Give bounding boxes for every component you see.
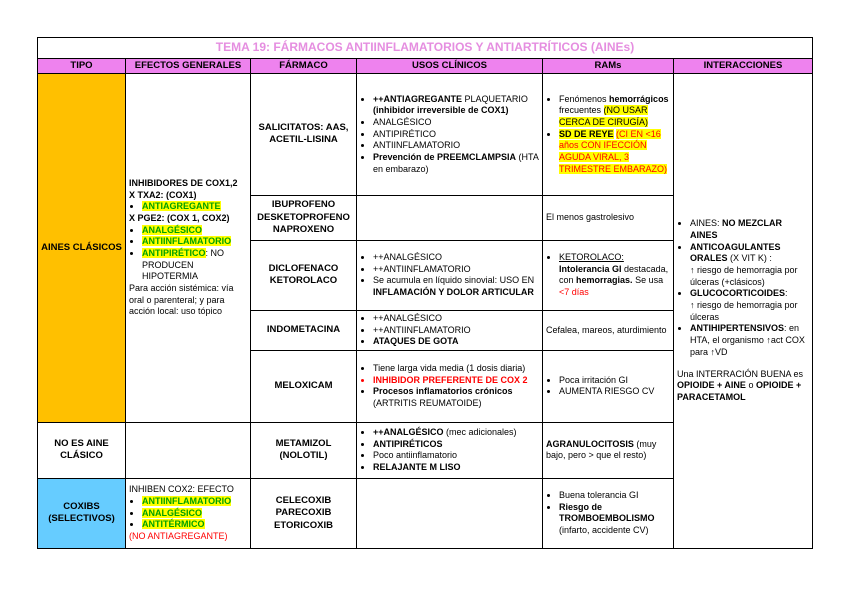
usos-meloxicam: • Tiene larga vida media (1 dosis diaria) • INHIBIDOR PREFERENTE DE COX 2 • Procesos inflamatorios crónicos (ARTRITIS REUMATOIDE)	[357, 350, 543, 422]
header-farmaco: FÁRMACO	[251, 58, 357, 73]
tipo-no-aine: NO ES AINE CLÁSICO	[38, 422, 126, 478]
efectos-coxibs: INHIBEN COX2: EFECTO • ANTIINFLAMATORIO • ANALGÉSICO • ANTITÉRMICO (NO ANTIAGREGANTE)	[126, 478, 251, 548]
rams-coxibs: • Buena tolerancia GI • Riesgo de TROMBOEMBOLISMO (infarto, accidente CV)	[543, 478, 674, 548]
usos-diclofenaco: • ++ANALGÉSICO • ++ANTIINFLAMATORIO • Se acumula en líquido sinovial: USO EN INFLAMACIÓN Y DOLOR ARTICULAR	[357, 240, 543, 310]
tipo-aines: AINES CLÁSICOS	[38, 73, 126, 422]
header-efectos: EFECTOS GENERALES	[126, 58, 251, 73]
header-usos: USOS CLÍNICOS	[357, 58, 543, 73]
tipo-coxibs: COXIBS (SELECTIVOS)	[38, 478, 126, 548]
header-interacciones: INTERACCIONES	[674, 58, 813, 73]
drug-table	[37, 37, 813, 549]
efectos-no-aine	[126, 422, 251, 478]
farmaco-coxibs: CELECOXIB PARECOXIB ETORICOXIB	[251, 478, 357, 548]
header-tipo: TIPO	[38, 58, 126, 73]
table-title: TEMA 19: FÁRMACOS ANTIINFLAMATORIOS Y ANTIARTRÍTICOS (AINEs)	[38, 38, 813, 59]
rams-metamizol: AGRANULOCITOSIS (muy bajo, pero > que el resto)	[543, 422, 674, 478]
row-salicilatos	[38, 73, 813, 195]
usos-metamizol: • ++ANALGÉSICO (mec adicionales) • ANTIPIRÉTICOS • Poco antiinflamatorio • RELAJANTE M LISO	[357, 422, 543, 478]
header-rams: RAMs	[543, 58, 674, 73]
rams-salicilatos: • Fenómenos hemorrágicos frecuentes (NO USAR CERCA DE CIRUGÍA) • SD DE REYE (CI EN <16 años CON IFECCIÓN AGUDA VIRAL, 3 TRIMESTRE EMBARAZO)	[543, 73, 674, 195]
rams-indometacina: Cefalea, mareos, aturdimiento	[543, 310, 674, 350]
farmaco-diclofenaco: DICLOFENACO KETOROLACO	[251, 240, 357, 310]
farmaco-metamizol: METAMIZOL (NOLOTIL)	[251, 422, 357, 478]
usos-ibuprofeno	[357, 195, 543, 240]
usos-salicilatos: • ++ANTIAGREGANTE PLAQUETARIO (inhibidor irreversible de COX1) • ANALGÉSICO • ANTIPIRÉTICO • ANTIINFLAMATORIO • Prevención de PREEMCLAMPSIA (HTA en embarazo)	[357, 73, 543, 195]
farmaco-meloxicam: MELOXICAM	[251, 350, 357, 422]
header-row	[38, 58, 813, 73]
rams-ibuprofeno: El menos gastrolesivo	[543, 195, 674, 240]
efectos-aines: INHIBIDORES DE COX1,2 X TXA2: (COX1) • ANTIAGREGANTE X PGE2: (COX 1, COX2) • ANALGÉSICO • ANTIINFLAMATORIO • ANTIPIRÉTICO: NO PRODUCEN HIPOTERMIA Para acción sistémica: vía oral o parenteral; y para acción local: uso tópico	[126, 73, 251, 422]
farmaco-salicilatos: SALICITATOS: AAS, ACETIL-LISINA	[251, 73, 357, 195]
interacciones: • AINES: NO MEZCLAR AINES • ANTICOAGULANTES ORALES (X VIT K) : ↑ riesgo de hemorragia por úlceras (+clásicos) • GLUCOCORTICOIDES: ↑ riesgo de hemorragia por úlceras • ANTIHIPERTENSIVOS: en HTA, el organismo ↑act COX para ↑VD Una INTERRACIÓN BUENA es OPIOIDE + AINE o OPIOIDE + PARACETAMOL	[674, 73, 813, 548]
rams-diclofenaco: • KETOROLACO: Intolerancia GI destacada, con hemorragias. Se usa <7 días	[543, 240, 674, 310]
farmaco-indometacina: INDOMETACINA	[251, 310, 357, 350]
farmaco-ibuprofeno: IBUPROFENO DESKETOPROFENO NAPROXENO	[251, 195, 357, 240]
rams-meloxicam: • Poca irritación GI • AUMENTA RIESGO CV	[543, 350, 674, 422]
usos-coxibs	[357, 478, 543, 548]
usos-indometacina: • ++ANALGÉSICO • ++ANTIINFLAMATORIO • ATAQUES DE GOTA	[357, 310, 543, 350]
